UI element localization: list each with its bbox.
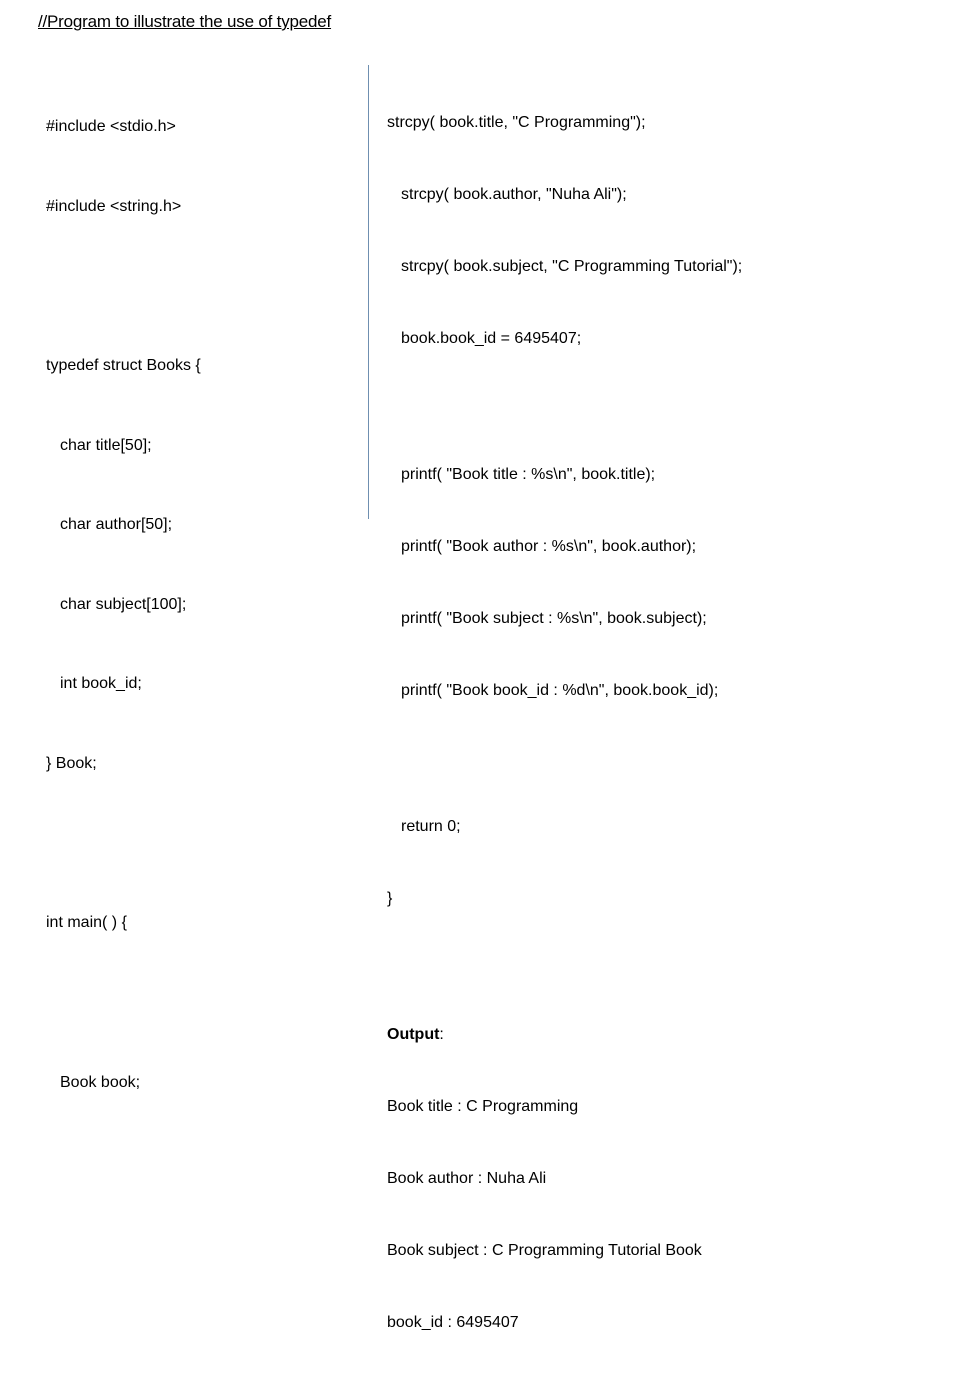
output-line-book-id: book_id : 6495407 [387, 1314, 519, 1331]
code-line-strcpy-subject: strcpy( book.subject, "C Programming Tutorial"); [401, 258, 743, 275]
code-line-field-title: char title[50]; [60, 436, 152, 454]
output-line-subject: Book subject : C Programming Tutorial Book [387, 1242, 702, 1259]
code-line-main: int main( ) { [46, 914, 127, 931]
code-right-column [387, 63, 742, 1383]
output-label-colon: : [439, 1026, 444, 1043]
blank-line [387, 751, 742, 767]
code-left-column [46, 61, 201, 1149]
code-line-strcpy-title: strcpy( book.title, "C Programming"); [387, 114, 646, 131]
code-line-struct-close: } Book; [46, 754, 97, 772]
code-line-strcpy-author: strcpy( book.author, "Nuha Ali"); [401, 186, 627, 203]
code-line-book-decl: Book book; [60, 1073, 141, 1091]
blank-line [387, 959, 742, 975]
blank-line [46, 990, 201, 1017]
output-label: Output [387, 1026, 440, 1043]
slide-title: //Program to illustrate the use of typedef [38, 12, 332, 31]
blank-line [46, 273, 201, 300]
output-heading [387, 1023, 742, 1047]
code-line-printf-subject: printf( "Book subject : %s\n", book.subject); [401, 610, 707, 627]
code-line-book-id-assign: book.book_id = 6495407; [401, 330, 582, 347]
code-line-return: return 0; [401, 818, 461, 835]
output-line-title: Book title : C Programming [387, 1098, 579, 1115]
code-line-include-stdio: #include <stdio.h> [46, 118, 176, 135]
code-line-field-author: char author[50]; [60, 516, 173, 533]
code-line-field-subject: char subject[100]; [60, 595, 187, 613]
code-line-include-string: #include <string.h> [46, 197, 182, 215]
code-line-printf-book-id: printf( "Book book_id : %d\n", book.book_id); [401, 682, 719, 699]
code-line-printf-author: printf( "Book author : %s\n", book.author); [401, 538, 697, 555]
code-line-main-close: } [387, 890, 393, 907]
blank-line [387, 399, 742, 415]
output-line-author: Book author : Nuha Ali [387, 1170, 547, 1187]
code-line-typedef: typedef struct Books { [46, 357, 201, 374]
code-line-field-book-id: int book_id; [60, 675, 142, 692]
code-line-printf-title: printf( "Book title : %s\n", book.title); [401, 466, 656, 483]
blank-line [46, 830, 201, 857]
column-divider [368, 65, 369, 519]
